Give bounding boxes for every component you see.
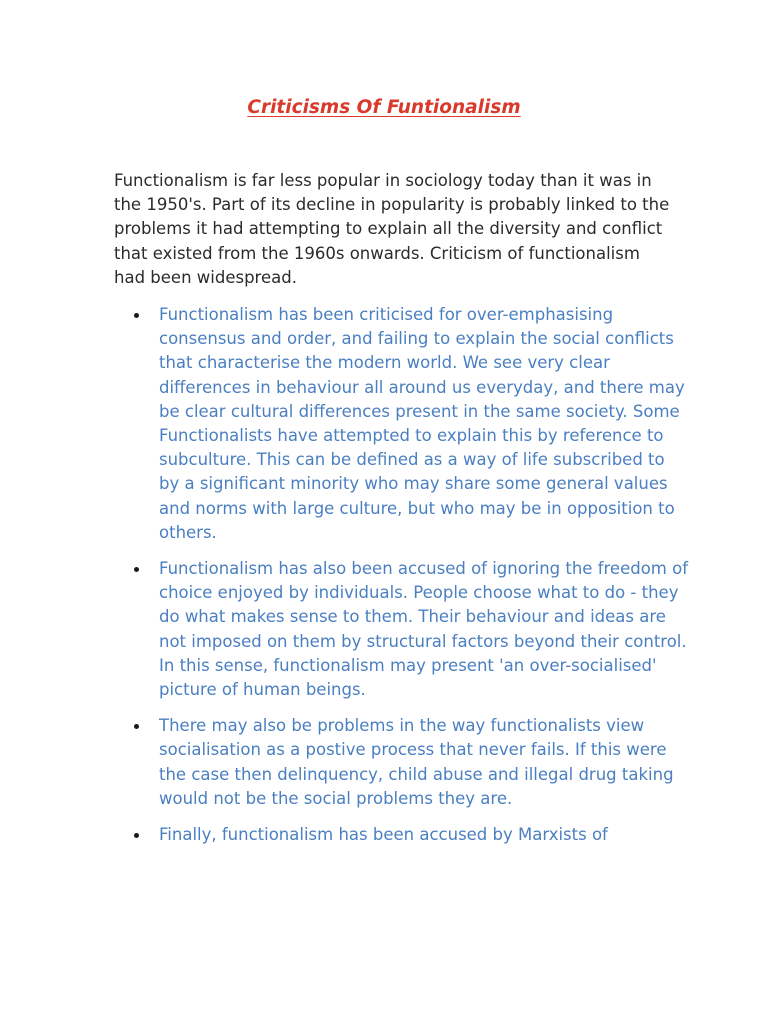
list-item (130, 557, 690, 702)
list-item (130, 823, 690, 847)
intro-paragraph: Functionalism is far less popular in sociology today than it was in the 1950's. Part of its decline in popularity is probably linked to the problems it had attempting to explain all the diversity and conflict that existed from the 1960s onwards. Criticism of functionalism had been widespread. (114, 171, 670, 287)
criticism-list (130, 303, 690, 859)
bullet-icon (134, 567, 139, 572)
list-item-text: Functionalism has been criticised for over-emphasising consensus and order, and failing to explain the social conflicts that characterise the modern world. We see very clear differences in behaviour all around us everyday, and there may be clear cultural differences present in the same society. Some Functionalists have attempted to explain this by reference to subculture. This can be defined as a way of life subscribed to by a significant minority who may share some general values and norms with large culture, but who may be in opposition to others. (159, 305, 685, 542)
bullet-icon (134, 724, 139, 729)
list-item-text: Finally, functionalism has been accused by Marxists of (159, 825, 608, 845)
document-title: Criticisms Of Funtionalism (247, 97, 521, 118)
bullet-icon (134, 833, 139, 838)
list-item-text: There may also be problems in the way functionalists view socialisation as a postive process that never fails. If this were the case then delinquency, child abuse and illegal drug taking would not be the social problems they are. (159, 716, 674, 808)
list-item-text: Functionalism has also been accused of ignoring the freedom of choice enjoyed by individuals. People choose what to do - they do what makes sense to them. Their behaviour and ideas are not imposed on them by structural factors beyond their control. In this sense, functionalism may present 'an over-socialised' picture of human beings. (159, 559, 689, 700)
list-item (130, 303, 690, 545)
list-item (130, 714, 690, 811)
bullet-icon (134, 313, 139, 318)
